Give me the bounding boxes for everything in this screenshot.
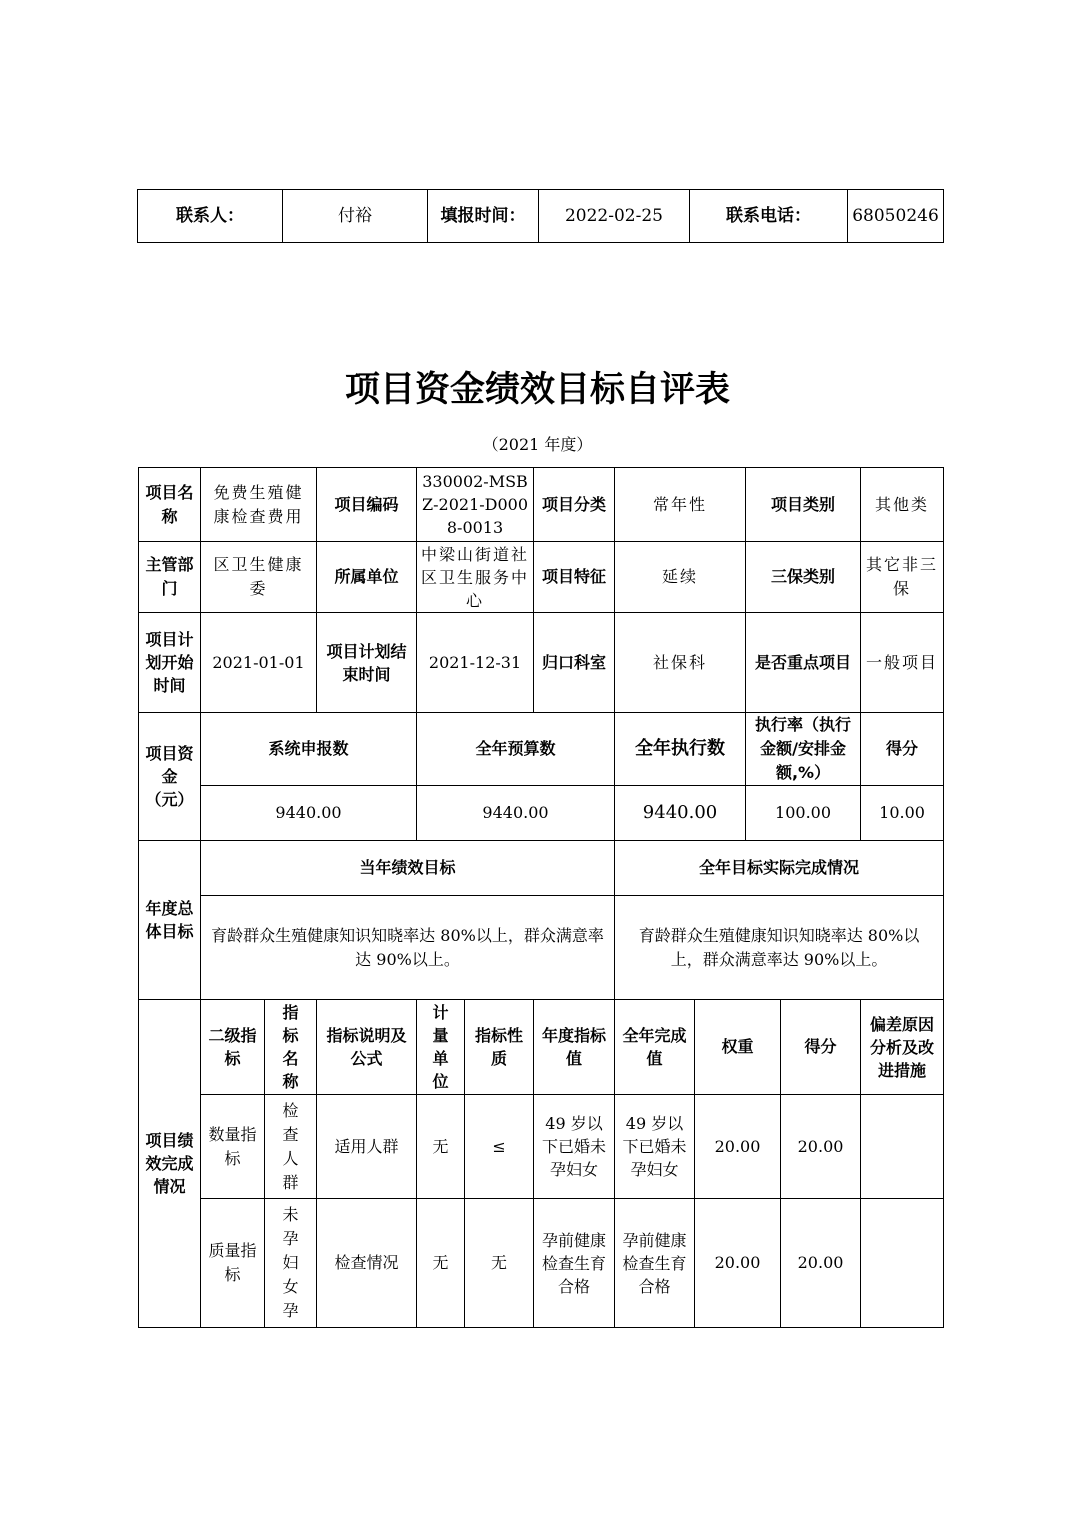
annual-execution-value: 9440.00 (615, 786, 746, 841)
self-evaluation-table (138, 467, 944, 1328)
execution-rate-value: 100.00 (746, 786, 861, 841)
funds-score-header: 得分 (861, 713, 944, 786)
perf-score-header: 得分 (781, 1000, 861, 1095)
weight-cell: 20.00 (695, 1199, 781, 1328)
annual-budget-value: 9440.00 (417, 786, 615, 841)
completed-value-cell: 孕前健康检查生育合格 (615, 1199, 695, 1328)
annual-goal-label: 年度总体目标 (139, 841, 201, 1000)
office-label: 归口科室 (534, 613, 615, 713)
indicator-name-cell: 检查人群 (265, 1095, 317, 1199)
indicator-desc-cell: 检查情况 (317, 1199, 417, 1328)
project-feature-value: 延续 (615, 542, 746, 613)
deviation-reason-header: 偏差原因分析及改进措施 (861, 1000, 944, 1095)
key-project-value: 一般项目 (861, 613, 944, 713)
nature-header: 指标性质 (465, 1000, 534, 1095)
page-title: 项目资金绩效目标自评表 (344, 370, 730, 410)
indicator-name-cell: 未孕妇女孕 (265, 1199, 317, 1328)
nature-cell: ≤ (465, 1095, 534, 1199)
key-project-label: 是否重点项目 (746, 613, 861, 713)
contact-phone-label: 联系电话： (690, 190, 848, 243)
project-code-label: 项目编码 (317, 468, 417, 542)
project-type-label: 项目类别 (746, 468, 861, 542)
plan-start-label: 项目计划开始时间 (139, 613, 201, 713)
table-row (139, 1095, 944, 1199)
system-declared-value: 9440.00 (201, 786, 417, 841)
completed-value-cell: 49 岁以下已婚未孕妇女 (615, 1095, 695, 1199)
project-category-label: 项目分类 (534, 468, 615, 542)
funds-label: 项目资金（元） (139, 713, 201, 841)
annual-value-cell: 49 岁以下已婚未孕妇女 (534, 1095, 615, 1199)
execution-rate-header: 执行率（执行金额/安排金额,%） (746, 713, 861, 786)
completed-value-header: 全年完成值 (615, 1000, 695, 1095)
affiliated-unit-value: 中梁山街道社区卫生服务中心 (417, 542, 534, 613)
three-guarantee-label: 三保类别 (746, 542, 861, 613)
table-row (139, 1199, 944, 1328)
perf-score-cell: 20.00 (781, 1199, 861, 1328)
weight-header: 权重 (695, 1000, 781, 1095)
deviation-reason-cell (861, 1095, 944, 1199)
annual-actual-header: 全年目标实际完成情况 (615, 841, 944, 896)
indicator-name-header: 指标名称 (265, 1000, 317, 1095)
plan-end-value: 2021-12-31 (417, 613, 534, 713)
performance-label: 项目绩效完成情况 (139, 1000, 201, 1328)
annual-value-cell: 孕前健康检查生育合格 (534, 1199, 615, 1328)
level2-cell: 数量指标 (201, 1095, 265, 1199)
perf-score-cell: 20.00 (781, 1095, 861, 1199)
contact-person-label: 联系人： (138, 190, 283, 243)
annual-execution-header: 全年执行数 (615, 713, 746, 786)
deviation-reason-cell (861, 1199, 944, 1328)
affiliated-unit-label: 所属单位 (317, 542, 417, 613)
unit-cell: 无 (417, 1095, 465, 1199)
project-feature-label: 项目特征 (534, 542, 615, 613)
unit-cell: 无 (417, 1199, 465, 1328)
supervisor-dept-label: 主管部门 (139, 542, 201, 613)
unit-header: 计量单位 (417, 1000, 465, 1095)
annual-target-header: 当年绩效目标 (201, 841, 615, 896)
contact-table (137, 189, 944, 243)
project-type-value: 其他类 (861, 468, 944, 542)
annual-budget-header: 全年预算数 (417, 713, 615, 786)
system-declared-header: 系统申报数 (201, 713, 417, 786)
plan-start-value: 2021-01-01 (201, 613, 317, 713)
project-code-value: 330002-MSBZ-2021-D0008-0013 (417, 468, 534, 542)
year-note: （2021 年度） (482, 435, 593, 454)
weight-cell: 20.00 (695, 1095, 781, 1199)
fill-time-value: 2022-02-25 (539, 190, 690, 243)
annual-target-value: 育龄群众生殖健康知识知晓率达 80%以上，群众满意率达 90%以上。 (201, 896, 615, 1000)
project-name-value: 免费生殖健康检查费用 (201, 468, 317, 542)
project-name-label: 项目名称 (139, 468, 201, 542)
annual-value-header: 年度指标值 (534, 1000, 615, 1095)
supervisor-dept-value: 区卫生健康委 (201, 542, 317, 613)
three-guarantee-value: 其它非三保 (861, 542, 944, 613)
project-category-value: 常年性 (615, 468, 746, 542)
funds-score-value: 10.00 (861, 786, 944, 841)
plan-end-label: 项目计划结束时间 (317, 613, 417, 713)
level2-cell: 质量指标 (201, 1199, 265, 1328)
indicator-desc-cell: 适用人群 (317, 1095, 417, 1199)
indicator-desc-header: 指标说明及公式 (317, 1000, 417, 1095)
fill-time-label: 填报时间： (428, 190, 539, 243)
nature-cell: 无 (465, 1199, 534, 1328)
level2-header: 二级指标 (201, 1000, 265, 1095)
contact-person-value: 付裕 (283, 190, 428, 243)
office-value: 社保科 (615, 613, 746, 713)
annual-actual-value: 育龄群众生殖健康知识知晓率达 80%以上，群众满意率达 90%以上。 (615, 896, 944, 1000)
contact-phone-value: 68050246 (848, 190, 944, 243)
